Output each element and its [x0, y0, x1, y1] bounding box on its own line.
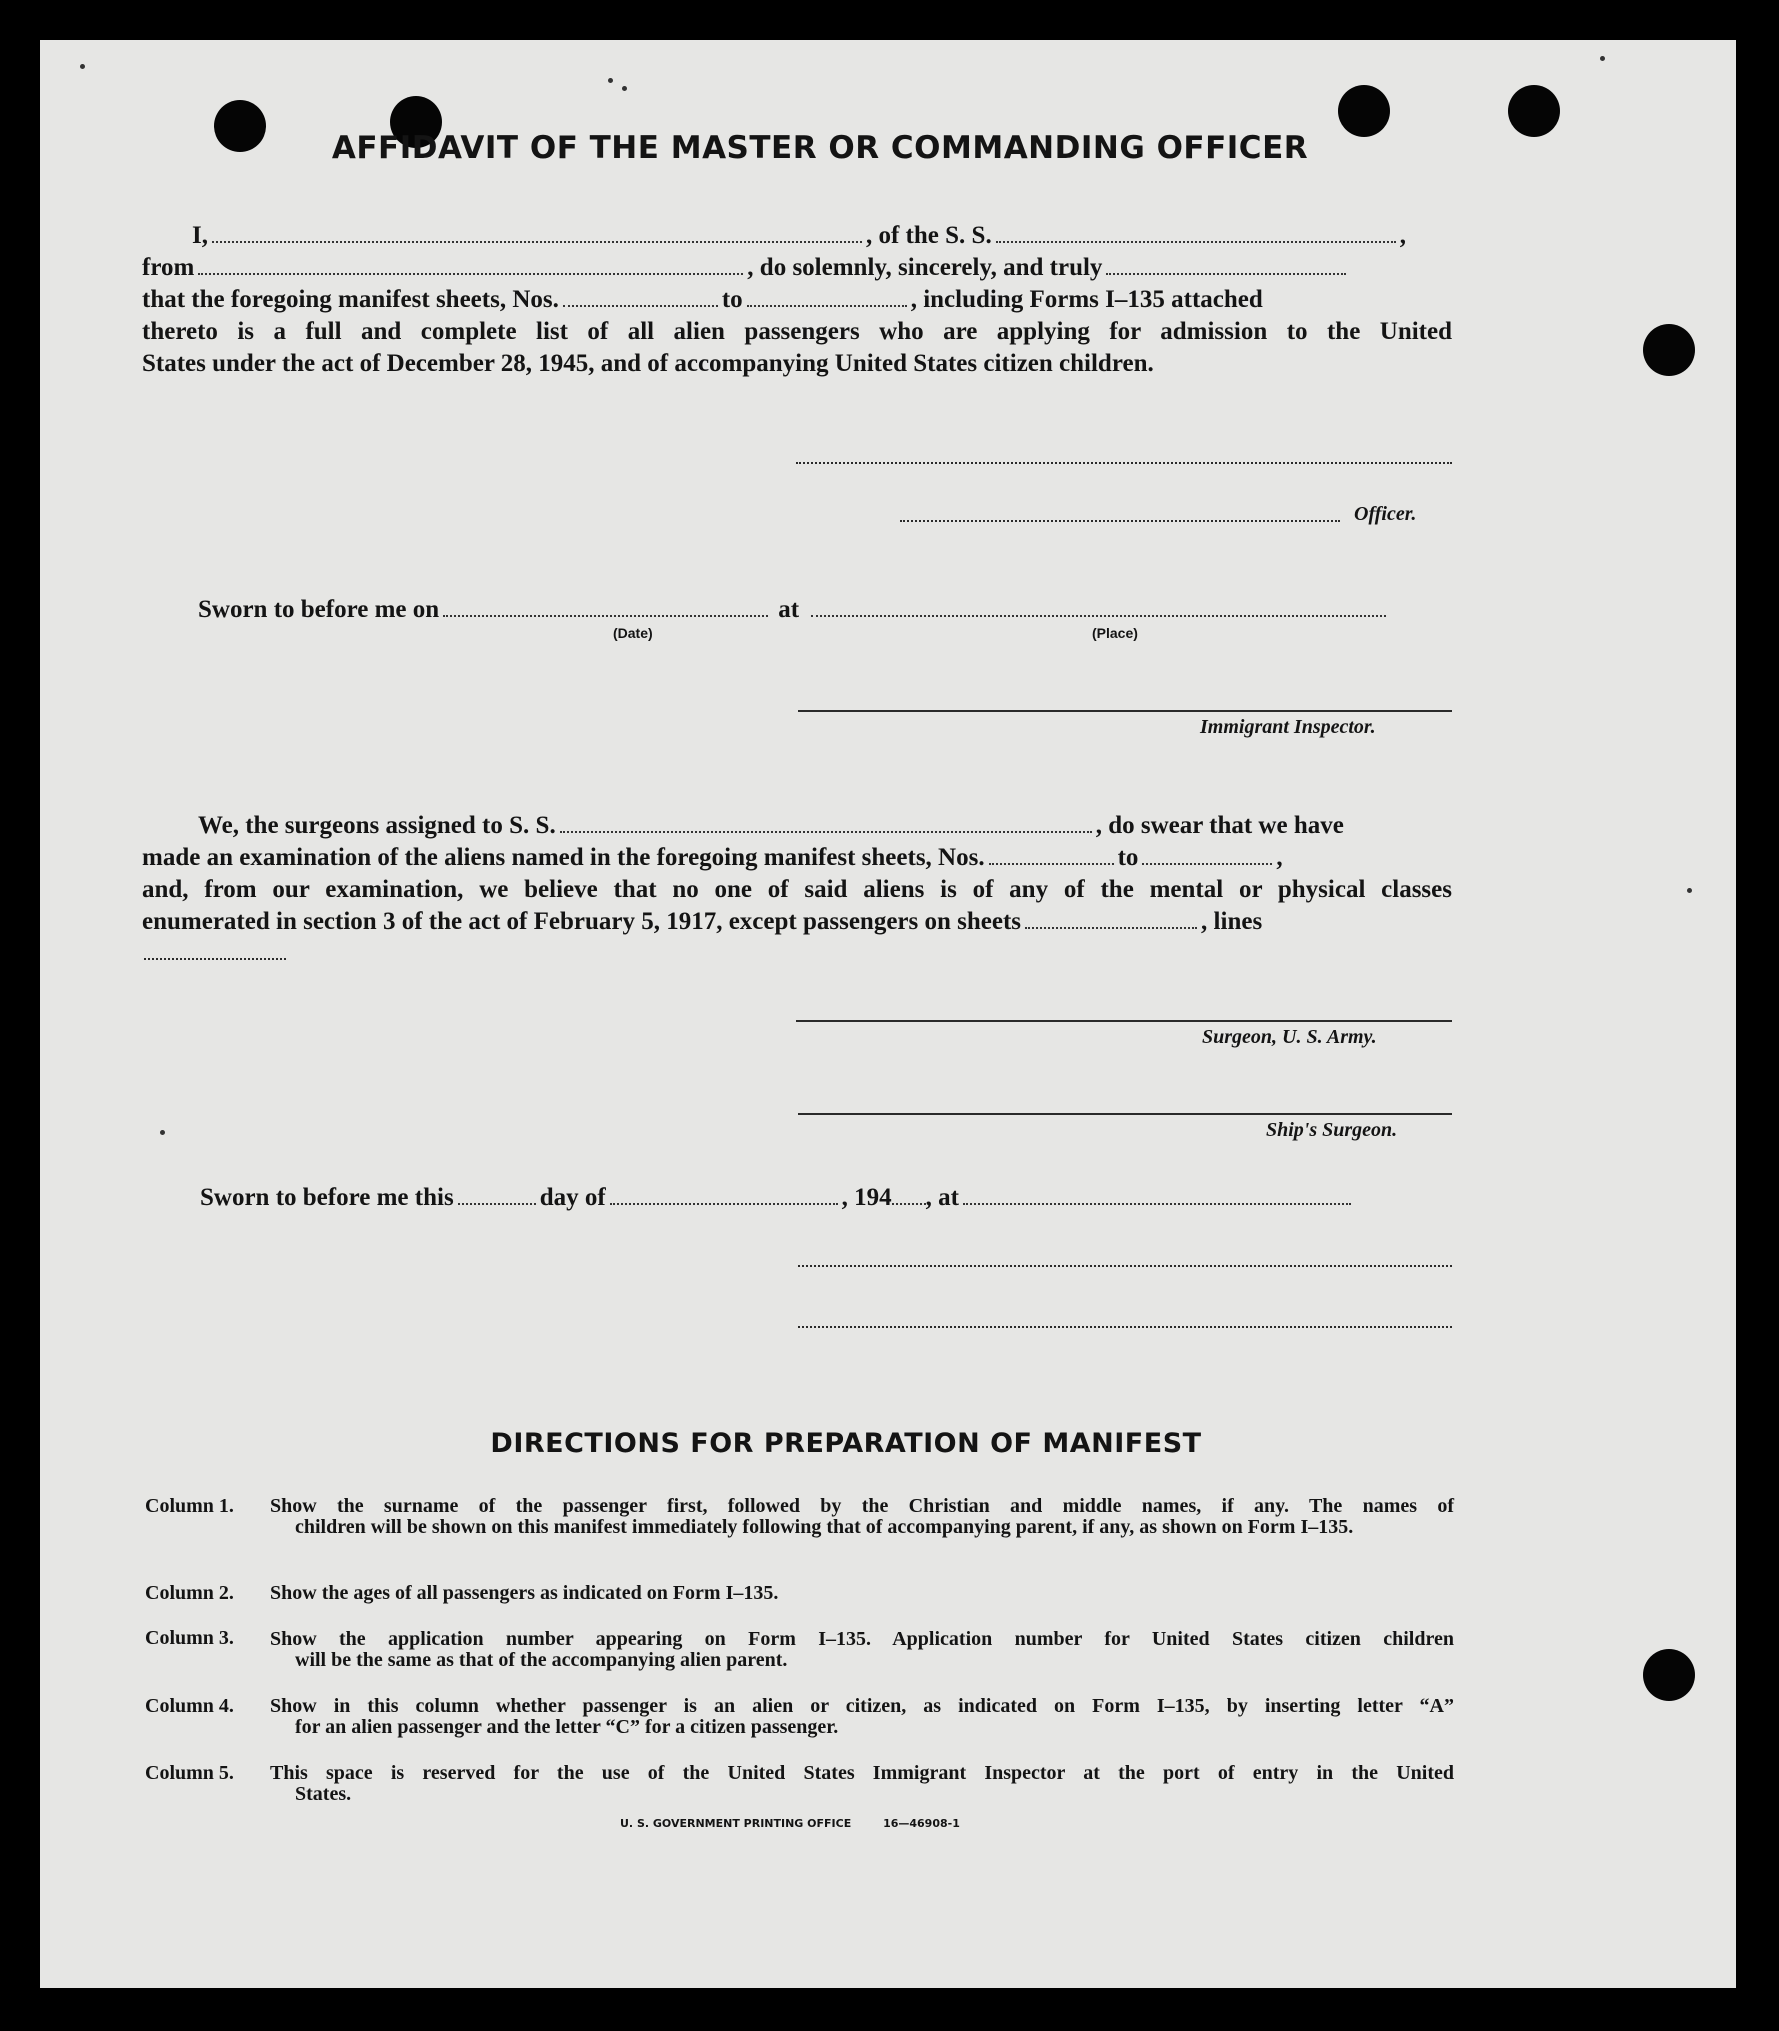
description-first-line: Show the ages of all passengers as indicated on Form I–135. — [270, 1582, 779, 1604]
column-label: Column 3. — [145, 1627, 234, 1649]
form-code: 16—46908-1 — [883, 1817, 960, 1830]
punch-hole — [1643, 1649, 1695, 1701]
sworn-day-field[interactable] — [458, 1189, 536, 1205]
directions-title: DIRECTIONS FOR PREPARATION OF MANIFEST — [490, 1428, 1202, 1459]
sworn-line-1 — [198, 596, 1390, 624]
column-label: Column 4. — [145, 1695, 234, 1717]
printer-name: U. S. GOVERNMENT PRINTING OFFICE — [620, 1817, 852, 1830]
affidavit-line-2 — [142, 254, 1350, 282]
text: from — [142, 254, 195, 281]
text: , lines — [1201, 908, 1263, 935]
affidavit-line-3 — [142, 286, 1263, 314]
text: Sworn to before me on — [198, 596, 440, 623]
text: We, the surgeons assigned to S. S. — [198, 812, 556, 839]
text: Sworn to before me this — [200, 1184, 454, 1211]
column-label: Column 1. — [145, 1495, 234, 1517]
surgeon-ship-field[interactable] — [560, 817, 1092, 833]
affidavit-line-4: thereto is a full and complete list of all alien passengers who are applying for admission to the United — [142, 318, 1452, 345]
exam-sheet-to-field[interactable] — [1142, 849, 1272, 865]
punch-hole — [1643, 324, 1695, 376]
sworn-month-field[interactable] — [610, 1189, 838, 1205]
text: day of — [539, 1184, 606, 1211]
date-caption: (Date) — [613, 625, 653, 641]
oath-type-field[interactable] — [1106, 259, 1346, 275]
master-name-field[interactable] — [212, 227, 862, 243]
description-continued: for an alien passenger and the letter “C” for a citizen passenger. — [295, 1716, 839, 1738]
ship-name-field[interactable] — [996, 227, 1396, 243]
affidavit-line-5: States under the act of December 28, 1945, and of accompanying United States citizen children. — [142, 350, 1154, 377]
text: , — [1276, 844, 1283, 871]
sworn-line-2 — [200, 1184, 1355, 1212]
form-page — [40, 40, 1736, 1988]
description-first-line: Show the surname of the passenger first, followed by the Christian and middle names, if any. The names of — [270, 1495, 1454, 1517]
affidavit-title: AFFIDAVIT OF THE MASTER OR COMMANDING OFFICER — [331, 130, 1309, 166]
inspector-caption: Immigrant Inspector. — [1200, 716, 1376, 738]
surgeons-line-2 — [142, 844, 1283, 872]
column-description — [270, 1496, 1454, 1538]
description-first-line: Show in this column whether passenger is an alien or citizen, as indicated on Form I–135, by inserting letter “A” — [270, 1695, 1454, 1717]
description-continued: will be the same as that of the accompanying alien parent. — [295, 1649, 788, 1671]
signature-line[interactable] — [798, 1265, 1452, 1267]
place-caption: (Place) — [1092, 625, 1138, 641]
affidavit-line-1 — [192, 222, 1406, 250]
sworn-second-place-field[interactable] — [963, 1189, 1351, 1205]
column-description — [270, 1583, 1454, 1604]
ship-surgeon-caption: Ship's Surgeon. — [1266, 1119, 1398, 1141]
column-label: Column 5. — [145, 1762, 234, 1784]
text: , — [1399, 222, 1406, 249]
column-description — [270, 1629, 1454, 1671]
text: , including Forms I–135 attached — [910, 286, 1263, 313]
text: , do solemnly, sincerely, and truly — [747, 254, 1103, 281]
text: , of the S. S. — [865, 222, 992, 249]
text: I, — [192, 222, 208, 249]
signature-line[interactable] — [796, 462, 1452, 464]
officer-title-line[interactable] — [900, 520, 1340, 522]
sheet-to-field[interactable] — [747, 291, 907, 307]
army-surgeon-signature-line[interactable] — [796, 1020, 1452, 1022]
port-of-departure-field[interactable] — [198, 259, 743, 275]
text: , do swear that we have — [1095, 812, 1344, 839]
description-continued: States. — [295, 1783, 352, 1805]
inspector-signature-line[interactable] — [798, 710, 1452, 712]
text: made an examination of the aliens named in the foregoing manifest sheets, Nos. — [142, 844, 985, 871]
sheet-from-field[interactable] — [563, 291, 718, 307]
except-lines-field[interactable] — [144, 958, 286, 960]
column-description — [270, 1763, 1454, 1805]
army-surgeon-caption: Surgeon, U. S. Army. — [1202, 1026, 1377, 1048]
surgeons-line-4 — [142, 908, 1262, 936]
text: , 194 — [841, 1184, 892, 1211]
surgeons-line-3: and, from our examination, we believe that no one of said aliens is of any of the mental or physical classes — [142, 876, 1452, 903]
officer-caption: Officer. — [1354, 503, 1417, 525]
text: that the foregoing manifest sheets, Nos. — [142, 286, 559, 313]
column-description — [270, 1696, 1454, 1738]
text: , at — [925, 1184, 959, 1211]
signature-line[interactable] — [798, 1326, 1452, 1328]
sworn-date-field[interactable] — [443, 601, 768, 617]
sworn-place-field[interactable] — [811, 601, 1386, 617]
text: to — [1117, 844, 1139, 871]
description-continued: children will be shown on this manifest immediately following that of accompanying parent, if any, as shown on Form I–135. — [295, 1516, 1354, 1538]
surgeons-line-1 — [198, 812, 1344, 840]
column-label: Column 2. — [145, 1582, 234, 1604]
text: enumerated in section 3 of the act of February 5, 1917, except passengers on sheets — [142, 908, 1022, 935]
except-sheets-field[interactable] — [1025, 913, 1197, 929]
sworn-year-field[interactable] — [892, 1189, 926, 1205]
description-first-line: Show the application number appearing on Form I–135. Application number for United States citizen children — [270, 1628, 1454, 1650]
text: to — [721, 286, 743, 313]
description-first-line: This space is reserved for the use of the United States Immigrant Inspector at the port of entry in the United — [270, 1762, 1454, 1784]
printer-footer — [620, 1817, 960, 1830]
ship-surgeon-signature-line[interactable] — [798, 1113, 1452, 1115]
exam-sheet-from-field[interactable] — [989, 849, 1114, 865]
text: at — [778, 596, 800, 623]
